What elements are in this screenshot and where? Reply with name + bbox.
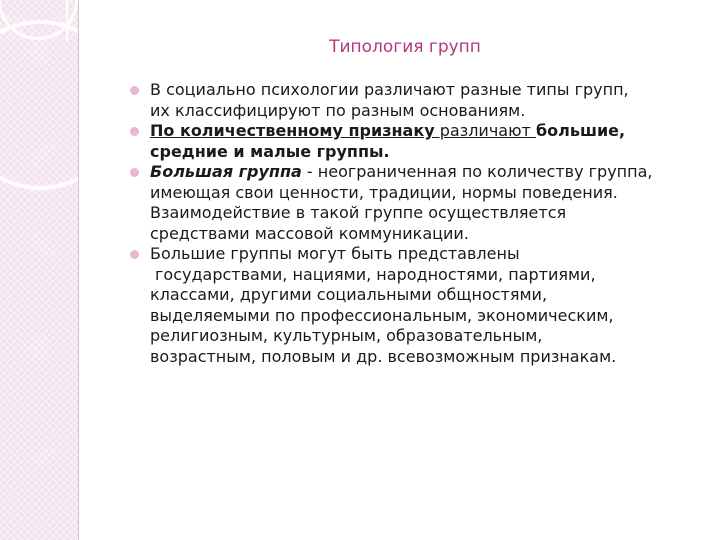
bullet-2-line-1 bbox=[150, 121, 690, 142]
bullet-item-1 bbox=[130, 80, 690, 121]
bullet-list bbox=[130, 80, 690, 367]
bullet-dot-icon bbox=[130, 127, 139, 136]
bullet-2-line-2: средние и малые группы. bbox=[150, 141, 390, 161]
slide-title: Типология групп bbox=[329, 37, 481, 57]
quantitative-criterion-text: По количественному признаку bbox=[150, 121, 435, 140]
bullet-4-line-6: возрастным, половым и др. всевозможным признакам. bbox=[150, 346, 617, 366]
bullet-4-line-3: классами, другими социальными общностями, bbox=[150, 285, 548, 304]
bullet-item-4 bbox=[130, 244, 690, 367]
bullet-item-2 bbox=[130, 121, 690, 162]
bullet-dot-icon bbox=[130, 168, 139, 177]
bullet-4-line-4: выделяемыми по профессиональным, экономическим, bbox=[150, 305, 614, 325]
large-groups-text: большие, bbox=[535, 121, 626, 140]
bullet-3-line-4: средствами массовой коммуникации. bbox=[150, 223, 469, 243]
bullet-4-line-5: религиозным, культурным, образовательным, bbox=[150, 326, 543, 345]
bullet-3-line-3: Взаимодействие в такой группе осуществляется bbox=[150, 203, 567, 222]
bullet-1-line-1: В социально психологии различают разные типы групп, bbox=[150, 80, 629, 99]
bullet-3-line-1 bbox=[150, 162, 690, 183]
bullet-dot-icon bbox=[130, 250, 139, 259]
large-group-term: Большая группа bbox=[150, 162, 302, 181]
divider-line bbox=[78, 0, 79, 540]
bullet-3-line-2: имеющая свои ценности, традиции, нормы поведения. bbox=[150, 182, 618, 202]
bullet-1-line-2: их классифицируют по разным основаниям. bbox=[150, 100, 526, 120]
bullet-dot-icon bbox=[130, 86, 139, 95]
bullet-item-3 bbox=[130, 162, 690, 244]
decorative-vertical-line bbox=[66, 0, 68, 42]
bullet-4-line-1: Большие группы могут быть представлены bbox=[150, 244, 520, 263]
bullet-4-line-2: государствами, нациями, народностями, партиями, bbox=[155, 264, 596, 284]
large-group-definition: - неограниченная по количеству группа, bbox=[301, 162, 653, 181]
decorative-side-band bbox=[0, 0, 78, 540]
distinguish-text: различают bbox=[434, 121, 536, 140]
